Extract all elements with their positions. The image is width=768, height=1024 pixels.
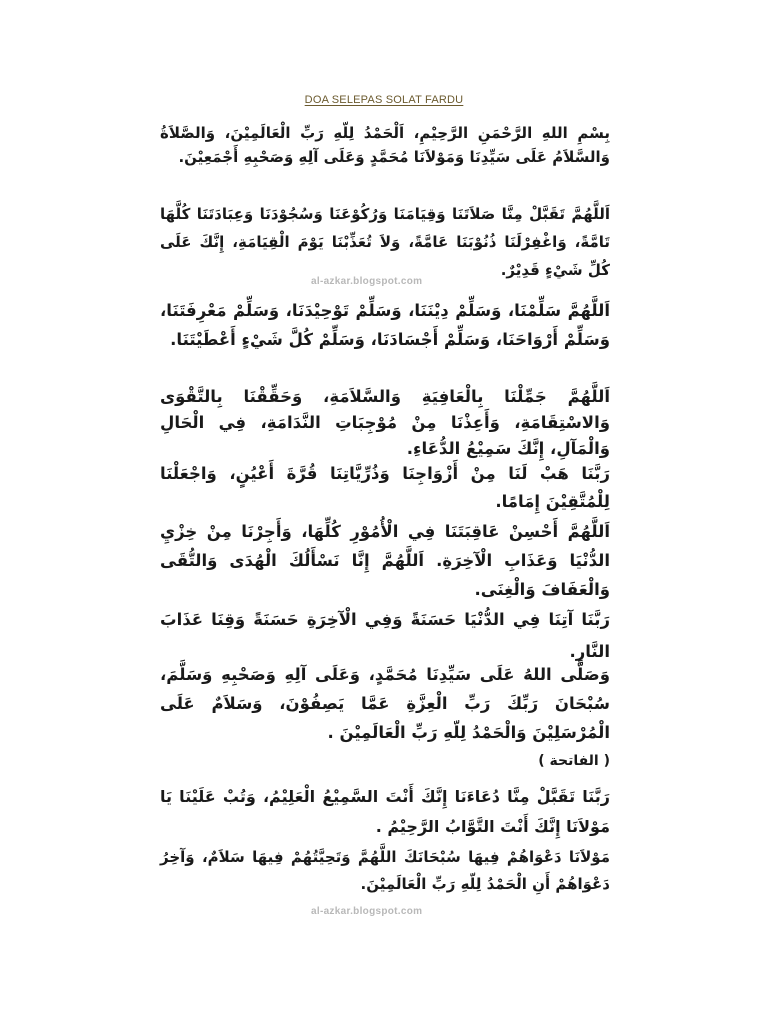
paragraph-sallimna: اَللَّهُمَّ سَلِّمْنَا، وَسَلِّمْ دِيْنَنَا، وَسَلِّمْ تَوْحِيْدَنَا، وَسَلِّمْ مَعْرِفَتَنَا، وَسَلِّمْ أَرْوَاحَنَا، وَسَلِّمْ أَجْسَادَنَا، وَسَلِّمْ كُلَّ شَيْءٍ أَعْطَيْتَنَا. — [160, 301, 610, 349]
watermark-top: al-azkar.blogspot.com — [311, 276, 423, 287]
title-text: DOA SELEPAS SOLAT FARDU — [304, 94, 464, 106]
paragraph-taqabbal-dua: رَبَّنَا تَقَبَّلْ مِنَّا دُعَاءَنَا إِنَّكَ أَنْتَ السَّمِيْعُ الْعَلِيْمُ، وَتُبْ عَلَيْنَا يَا مَوْلاَنَا إِنَّكَ أَنْتَ التَّوَّابُ الرَّحِيْمُ . — [160, 787, 610, 836]
paragraph-dawahum: مَوْلاَنَا دَعْوَاهُمْ فِيهَا سُبْحَانَكَ اللَّهُمَّ وَتَحِيَّتُهُمْ فِيهَا سَلاَمٌ، وَآخِرُ دَعْوَاهُمْ أَنِ الْحَمْدُ لِلّهِ رَبِّ الْعَالَمِيْنَ. — [160, 848, 610, 893]
paragraph-ahsin: اَللَّهُمَّ أَحْسِنْ عَاقِبَتَنَا فِي الْأُمُوْرِ كُلِّهَا، وَأَجِرْنَا مِنْ خِزْيِ الدُّنْيَا وَعَذَابِ الْآخِرَةِ. اَللَّهُمَّ إِنَّا نَسْأَلُكَ الْهُدَى وَالتُّقَى وَالْعَفَافَ وَالْغِنَى. — [160, 522, 610, 599]
watermark-bottom: al-azkar.blogspot.com — [311, 906, 423, 917]
paragraph-taqabbal: اَللَّهُمَّ تَقَبَّلْ مِنَّا صَلاَتَنَا وَقِيَامَنَا وَرُكُوْعَنَا وَسُجُوْدَنَا وَعِبَادَتَنَا كُلَّهَا تَامَّةً، وَاغْفِرْلَنَا ذُنُوْبَنَا عَامَّةً، وَلاَ تُعَذِّبْنَا يَوْمَ الْقِيَامَةِ، إِنَّكَ عَلَى كُلِّ شَيْءٍ قَدِيْرٌ. — [160, 205, 610, 279]
paragraph-jammilna: اَللَّهُمَّ جَمِّلْنَا بِالْعَافِيَةِ وَالسَّلاَمَةِ، وَحَقِّقْنَا بِالتَّقْوَى وَالاسْتِقَامَةِ، وَأَعِذْنَا مِنْ مُوْجِبَاتِ النَّدَامَةِ، فِي الْحَالِ وَالْمَآلِ، إِنَّكَ سَمِيْعُ الدُّعَاءِ. — [160, 387, 610, 458]
paragraph-fatihah-label: ( الفاتحة ) — [538, 753, 610, 769]
document-title — [0, 94, 768, 106]
paragraph-bismillah: بِسْمِ اللهِ الرَّحْمَنِ الرَّحِيْمِ، اَلْحَمْدُ لِلّهِ رَبِّ الْعَالَمِيْنَ، وَالصَّلاَةُ وَالسَّلاَمُ عَلَى سَيِّدِنَا وَمَوْلاَنَا مُحَمَّدٍ وَعَلَى آلِهِ وَصَحْبِهِ أَجْمَعِيْنَ. — [160, 124, 610, 166]
paragraph-rabbana-hab: رَبَّنَا هَبْ لَنَا مِنْ أَزْوَاجِنَا وَذُرِّيَّاتِنَا قُرَّةَ أَعْيُنٍ، وَاجْعَلْنَا لِلْمُتَّقِيْنَ إِمَامًا. — [160, 464, 610, 511]
paragraph-salawat: وَصَلَّى اللهُ عَلَى سَيِّدِنَا مُحَمَّدٍ، وَعَلَى آلِهِ وَصَحْبِهِ وَسَلَّمَ، سُبْحَانَ رَبِّكَ رَبِّ الْعِزَّةِ عَمَّا يَصِفُوْنَ، وَسَلاَمٌ عَلَى الْمُرْسَلِيْنَ وَالْحَمْدُ لِلّهِ رَبِّ الْعَالَمِيْنَ . — [160, 665, 610, 742]
paragraph-rabbana-atina: رَبَّنَا آتِنَا فِي الدُّنْيَا حَسَنَةً وَفِي الْآخِرَةِ حَسَنَةً وَقِنَا عَذَابَ النَّارِ. — [160, 610, 610, 661]
